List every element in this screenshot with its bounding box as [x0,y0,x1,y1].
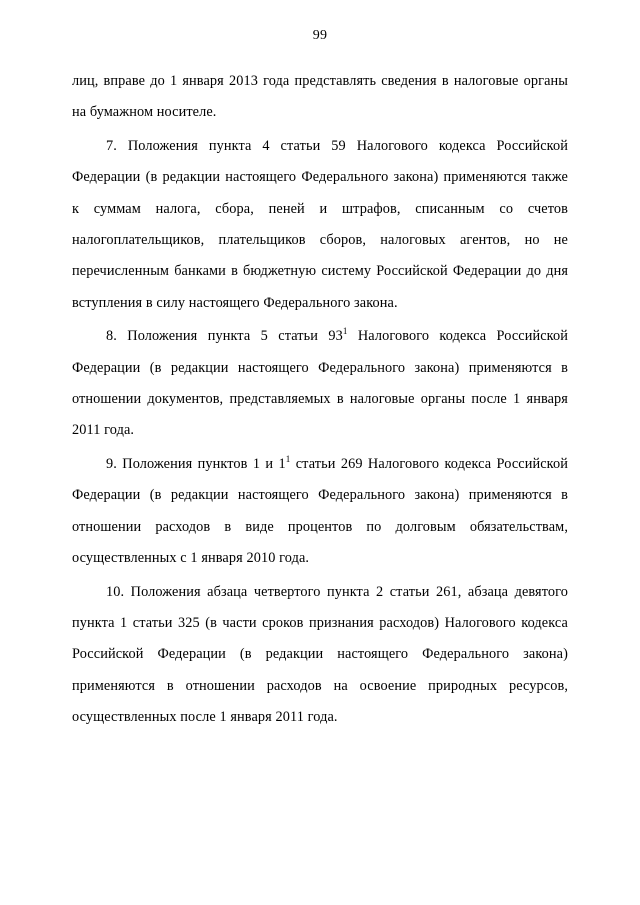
paragraph-item-10: 10. Положения абзаца четвертого пункта 2 статьи 261, абзаца девятого пункта 1 статьи 325 (в части сроков признания расходов) Налогового кодекса Российской Федерации (в редакции настоящего Федерального закона) применяются в отношении расходов на освоение природных ресурсов, осуществленных после 1 января 2011 года. [72,583,568,726]
paragraph-continued: лиц, вправе до 1 января 2013 года представлять сведения в налоговые органы на бумажном носителе. [72,73,568,121]
paragraph-item-9-text-after: статьи 269 Налогового кодекса Российской Федерации (в редакции настоящего Федерального закона) применяются в отношении расходов в виде процентов по долговым обязательствам, осуществленных с 1 января 2010 года. [72,455,568,567]
paragraph-item-8-text-before: 8. Положения пункта 5 статьи 93 [106,328,343,345]
superscript-marker: 1 [285,454,291,465]
paragraph-item-8 [72,321,568,447]
paragraph-item-7: 7. Положения пункта 4 статьи 59 Налогового кодекса Российской Федерации (в редакции настоящего Федерального закона) применяются также к суммам налога, сбора, пеней и штрафов, списанным со счетов налогоплательщиков, плательщиков сборов, налоговых агентов, но не перечисленным банками в бюджетную систему Российской Федерации до дня вступления в силу настоящего Федерального закона. [72,137,568,311]
paragraph-item-8-text-after: Налогового кодекса Российской Федерации (в редакции настоящего Федерального закона) применяются в отношении документов, представляемых в налоговые органы после 1 января 2011 года. [72,328,568,439]
superscript-marker: 1 [342,326,348,337]
page-number: 99 [312,28,328,43]
paragraph-item-9 [72,449,568,575]
paragraph-item-9-text-before: 9. Положения пунктов 1 и 1 [106,455,286,472]
document-body [72,66,568,734]
